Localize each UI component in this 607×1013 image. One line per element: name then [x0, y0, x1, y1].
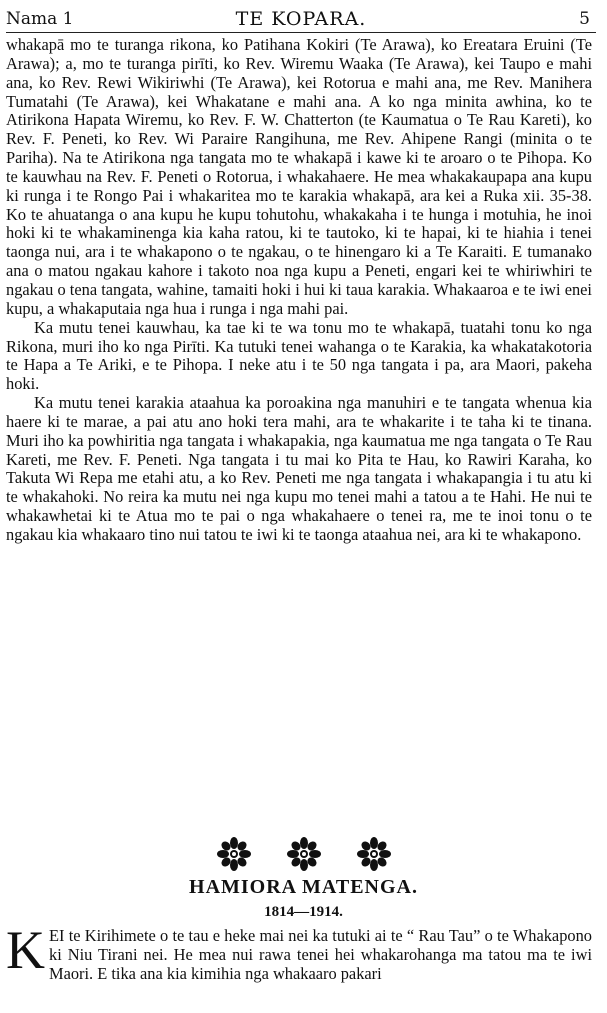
publication-title: TE KOPARA. — [235, 8, 367, 30]
flower-ornament-icon — [356, 836, 392, 872]
page-number: 5 — [579, 9, 590, 29]
section-divider — [0, 836, 607, 872]
paragraph: Ka mutu tenei karakia ataahua ka poroakina nga manuhiri e te tangata whenua kia haere ki te marae, a pai atu ano hoki tera mahi, ara te whakarite i te taha ki te tinana. Muri iho ka powhiritia nga tangata i whakapakia, nga kaumatua me nga tangata o Te Rau Kareti, me Rev. F. Peneti. Nga tangata i tu mai ko Pita te Hau, ko Rawiri Karaha, ko Takuta Wi Repa me etahi atu, a ko Rev. Peneti me nga tangata i whakapangia i tu atu ki te whakahoki. No reira ka mutu nei nga kupu mo tenei mahi a tatou a te Hahi. He nui te whakawhetai ki te Atua mo te pai o nga whakahaere o tenei ra, me te inoi tonu o te ngakau kia whakaaro tino nui tatou te iwi ki te taonga ataahua nei, ara ki te whakapono. — [6, 393, 592, 544]
main-text — [6, 36, 592, 545]
drop-cap: K — [6, 920, 45, 980]
flower-ornament-icon — [286, 836, 322, 872]
flower-ornament-icon — [216, 836, 252, 872]
article-body — [6, 920, 592, 983]
article-paragraph: EI te Kirihimete o te tau e heke mai nei ka tutuki ai te “ Rau Tau” o te Whakapono ki Niu Tirani nei. He mea nui rawa tenei hei whakarohanga ma tatou ma te iwi Maori. E tika ana kia kimihia nga whakaaro pakari — [49, 926, 592, 983]
article-years: 1814—1914. — [264, 904, 343, 920]
article-title: HAMIORA MATENGA. — [189, 876, 418, 898]
issue-number: Nama 1 — [6, 9, 74, 29]
paragraph: whakapā mo te turanga rikona, ko Patihana Kokiri (Te Arawa), ko Ereatara Eruini (Te Arawa); a, mo te turanga pirīti, ko Rev. Wiremu Waaka (Te Arawa), kei Taupo e mahi ana, ko Rev. Rewi Wikiriwhi (Te Arawa), kei Rotorua e mahi ana, me Rev. Manihera Tumatahi (Te Arawa), kei Whakatane e mahi ana. A ko nga minita awhina, ko te Atirikona Hapata Wiremu, ko Rev. F. W. Chatterton (te Kaumatua o Te Rau Kareti), ko Rev. F. Peneti, ko Rev. Wi Paraire Rangihuna, me Rev. Ahipene Rangi (minita o te Pariha). Na te Atirikona nga tangata mo te whakapā i kawe ki te aroaro o te Pihopa. Ko te kauwhau na Rev. F. Peneti o Rotorua, i whakahaere. He mea whakakaupapa ana kupu ki runga i te Rongo Pai i whakaritea mo te karakia whakapā, ara kei a Ruka xii. 35-38. Ko te ahuatanga o ana kupu he kupu tohutohu, whakakaha i te hunga i motuhia, he inoi hoki ki te whakaminenga kia kaha ratou, ki te tautoko, ki te hapai, ki te hiahia i tenei taonga nui, ara i te whakapono o te ngakau, o te hinengaro ki a Te Karaiti. E tumanako ana o matou ngakau kahore i takoto noa nga kupu a Peneti, engari kei te whiriwhiri te ngakau o tena tangata, wahine, tamaiti hoki i hui ki taua karakia. Whakaaroa e te iwi enei kupu, a whakaputaia nga hua i runga i nga mahi pai. — [6, 35, 592, 318]
paragraph: Ka mutu tenei kauwhau, ka tae ki te wa tonu mo te whakapā, tuatahi tonu ko nga Rikona, muri iho ko nga Pirīti. Ka tutuki tenei wahanga o te Karakia, ka whakatakotoria te Hapa a Te Ariki, e te Pihopa. I neke atu i te 50 nga tangata i pa, ara Maori, pakeha hoki. — [6, 317, 592, 394]
page-header — [6, 4, 596, 33]
